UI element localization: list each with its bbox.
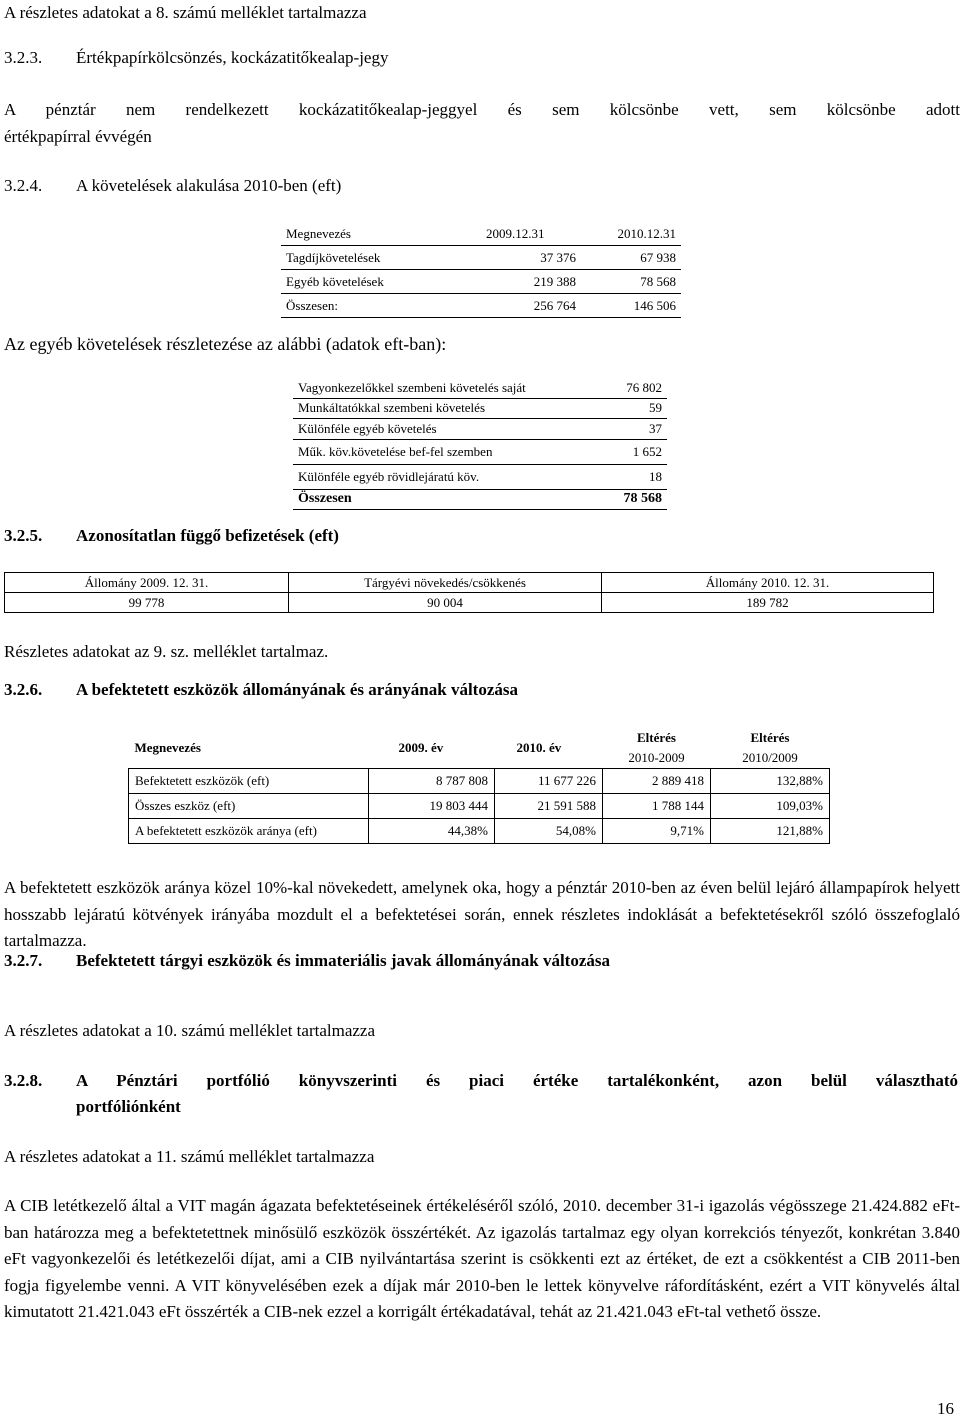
table-cell: 37 376 bbox=[481, 246, 581, 270]
section-3-2-8-heading bbox=[4, 1071, 958, 1091]
table-cell: Összesen bbox=[293, 489, 593, 510]
table-header-row bbox=[129, 728, 830, 769]
section-title: A Pénztári portfólió könyvszerinti és piaci értéke tartalékonként, azon belül választható bbox=[76, 1071, 958, 1090]
pending-payments-table bbox=[4, 572, 934, 613]
table-cell: 59 bbox=[593, 398, 667, 419]
section-3-2-8-note: A részletes adatokat a 11. számú melléklet tartalmazza bbox=[4, 1147, 375, 1166]
table-cell: 21 591 588 bbox=[495, 794, 603, 819]
intro-line: A részletes adatokat a 8. számú melléklet tartalmazza bbox=[4, 3, 367, 22]
table-header-cell: 2009.12.31 bbox=[481, 222, 581, 246]
table-header-cell: Tárgyévi növekedés/csökkenés bbox=[289, 573, 602, 593]
section-title: A követelések alakulása 2010-ben (eft) bbox=[76, 176, 342, 195]
table-row bbox=[293, 378, 667, 398]
table-row bbox=[129, 769, 830, 794]
table-header-cell: Állomány 2009. 12. 31. bbox=[5, 573, 289, 593]
table-cell: 121,88% bbox=[711, 819, 830, 844]
section-number: 3.2.7. bbox=[4, 951, 43, 970]
table-cell: A befektetett eszközök aránya (eft) bbox=[129, 819, 369, 844]
table-cell: Összesen: bbox=[281, 294, 481, 318]
table-cell: 2 889 418 bbox=[603, 769, 711, 794]
section-3-2-7-note: A részletes adatokat a 10. számú melléklet tartalmazza bbox=[4, 1021, 375, 1040]
table-cell: 146 506 bbox=[581, 294, 681, 318]
table-row bbox=[293, 439, 667, 464]
table-row bbox=[129, 819, 830, 844]
table-header-cell bbox=[711, 728, 830, 769]
table-cell: Befektetett eszközök (eft) bbox=[129, 769, 369, 794]
section-title: A befektetett eszközök állományának és arányának változása bbox=[76, 680, 518, 699]
section-3-2-4-heading bbox=[4, 176, 341, 196]
table-cell: 18 bbox=[593, 464, 667, 489]
section-number: 3.2.3. bbox=[4, 48, 43, 67]
claims-table bbox=[281, 222, 681, 318]
section-3-2-5-heading bbox=[4, 526, 339, 546]
table-cell: 78 568 bbox=[593, 489, 667, 510]
table-cell: 37 bbox=[593, 419, 667, 440]
table-cell: Egyéb követelések bbox=[281, 270, 481, 294]
table-total-row bbox=[293, 489, 667, 510]
table-cell: 219 388 bbox=[481, 270, 581, 294]
table-cell: 76 802 bbox=[593, 378, 667, 398]
table-header-cell: 2010.12.31 bbox=[581, 222, 681, 246]
section-title: Értékpapírkölcsönzés, kockázatitőkealap-jegy bbox=[76, 48, 389, 67]
final-paragraph: A CIB letétkezelő által a VIT magán ágazata befektetéseinek értékeléséről szóló, 2010. december 31-i igazolás végösszege 21.424.882 eFt-ban határozza meg a befektetettnek minősülő eszközök összértékét. Az igazolás tartalmaz egy olyan korrekciós tényezőt, konkrétan 3.840 eFt vagyonkezelői és letétkezelői díjat, ami a CIB nyilvántartása szerint is csökkenti ezt az értéket, de ezt a csökkentést a CIB 2011-ben fogja figyelembe venni. A VIT könyvelésében ezek a díjak már 2010-ben le lettek könyvelve ráfordításként, ezért a VIT könyvelés által kimutatott 21.421.043 eFt összérték a CIB-nek ezzel a korrigált értékadatával, tehát az 21.421.043 eFt-tal vethető össze. bbox=[4, 1196, 960, 1321]
table-cell: 99 778 bbox=[5, 593, 289, 613]
section-number: 3.2.5. bbox=[4, 526, 43, 545]
page-number: 16 bbox=[937, 1399, 954, 1418]
header-line: Eltérés bbox=[637, 730, 676, 745]
table-row bbox=[129, 794, 830, 819]
other-claims-intro: Az egyéb követelések részletezése az alábbi (adatok eft-ban): bbox=[4, 334, 447, 354]
section-number: 3.2.4. bbox=[4, 176, 43, 195]
table-cell: 9,71% bbox=[603, 819, 711, 844]
section-3-2-8-title-line2: portfóliónként bbox=[76, 1097, 181, 1116]
table-row bbox=[281, 246, 681, 270]
table-cell: Munkáltatókkal szembeni követelés bbox=[293, 398, 593, 419]
table-header-cell bbox=[603, 728, 711, 769]
section-3-2-3-line1: A pénztár nem rendelkezett kockázatitőkealap-jeggyel és sem kölcsönbe vett, sem kölcsönbe adott bbox=[4, 100, 960, 119]
table-cell: 189 782 bbox=[602, 593, 934, 613]
table-header-cell: 2009. év bbox=[398, 740, 444, 755]
table-row bbox=[293, 464, 667, 489]
table-header-cell: Állomány 2010. 12. 31. bbox=[602, 573, 934, 593]
other-claims-table bbox=[293, 378, 667, 510]
pending-note: Részletes adatokat az 9. sz. melléklet tartalmaz. bbox=[4, 642, 329, 661]
table-cell: Műk. köv.követelése bef-fel szemben bbox=[293, 439, 593, 464]
fixed-assets-table bbox=[128, 728, 830, 844]
table-header-cell: Megnevezés bbox=[134, 740, 201, 755]
table-row bbox=[5, 593, 934, 613]
table-cell: 90 004 bbox=[289, 593, 602, 613]
table-cell: 19 803 444 bbox=[369, 794, 495, 819]
section-title: Befektetett tárgyi eszközök és immateriális javak állományának változása bbox=[76, 951, 610, 970]
section-3-2-7-heading bbox=[4, 951, 610, 971]
table-cell: 67 938 bbox=[581, 246, 681, 270]
assets-paragraph: A befektetett eszközök aránya közel 10%-kal növekedett, amelynek oka, hogy a pénztár 2010-ben az éven belül lejáró állampapírok helyett hosszabb lejáratú kötvények irányába mozdult el a befektetései során, ennek részletes indoklását a befektetésekről szóló összefoglaló tartalmazza. bbox=[4, 878, 960, 950]
table-cell: 44,38% bbox=[369, 819, 495, 844]
table-header-cell: 2010. év bbox=[516, 740, 562, 755]
table-header-row bbox=[281, 222, 681, 246]
table-cell: 1 788 144 bbox=[603, 794, 711, 819]
table-total-row bbox=[281, 294, 681, 318]
table-cell: 8 787 808 bbox=[369, 769, 495, 794]
table-cell: 78 568 bbox=[581, 270, 681, 294]
table-header-row bbox=[5, 573, 934, 593]
table-header-cell: Megnevezés bbox=[281, 222, 481, 246]
table-row bbox=[293, 419, 667, 440]
section-3-2-6-heading bbox=[4, 680, 518, 700]
section-title: Azonosítatlan függő befizetések (eft) bbox=[76, 526, 339, 545]
table-cell: Vagyonkezelőkkel szembeni követelés saját bbox=[293, 378, 593, 398]
table-row bbox=[293, 398, 667, 419]
section-number: 3.2.8. bbox=[4, 1071, 43, 1090]
section-3-2-3-line2: értékpapírral évvégén bbox=[4, 127, 152, 146]
section-3-2-3-heading bbox=[4, 48, 388, 68]
header-line: 2010/2009 bbox=[742, 750, 798, 765]
header-line: 2010-2009 bbox=[628, 750, 685, 765]
table-cell: 1 652 bbox=[593, 439, 667, 464]
table-cell: 109,03% bbox=[711, 794, 830, 819]
section-number: 3.2.6. bbox=[4, 680, 43, 699]
table-cell: Különféle egyéb követelés bbox=[293, 419, 593, 440]
table-cell: 132,88% bbox=[711, 769, 830, 794]
header-line: Eltérés bbox=[750, 730, 790, 745]
table-cell: 256 764 bbox=[481, 294, 581, 318]
table-cell: Különféle egyéb rövidlejáratú köv. bbox=[293, 464, 593, 489]
table-cell: Tagdíjkövetelések bbox=[281, 246, 481, 270]
table-cell: Összes eszköz (eft) bbox=[129, 794, 369, 819]
table-row bbox=[281, 270, 681, 294]
table-cell: 11 677 226 bbox=[495, 769, 603, 794]
table-cell: 54,08% bbox=[495, 819, 603, 844]
